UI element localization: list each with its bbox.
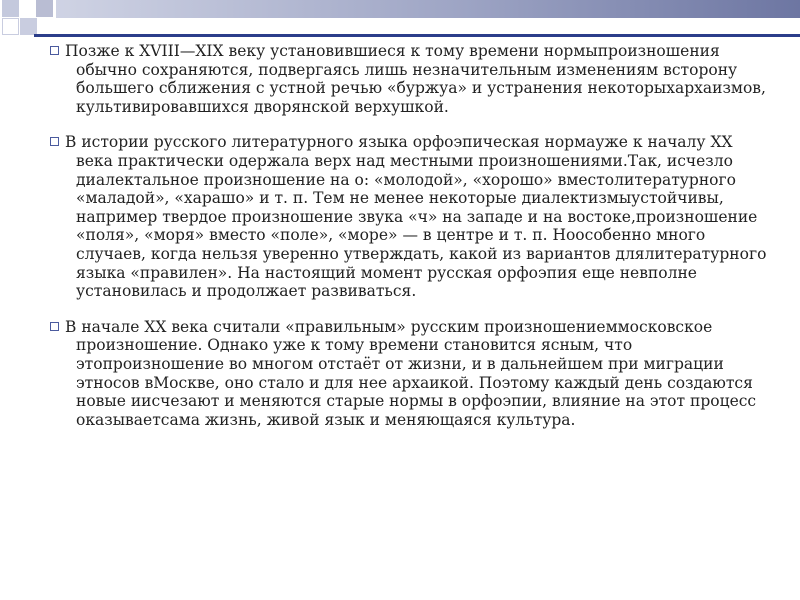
slide-body xyxy=(50,42,770,446)
decor-square xyxy=(2,0,19,17)
square-bullet-icon xyxy=(50,322,59,331)
paragraph-text: В начале XX века считали «правильным» русским произношениеммосковское произношение. Однако уже к тому времени становится ясным, что этопроизношение во многом отстаёт от жизни, и в дальнейшем при миграции этносов вМоскве, оно стало и для нее архаикой. Поэтому каждый день создаются новые иисчезают и меняются старые нормы в орфоэпии, влияние на этот процесс оказываетсама жизнь, живой язык и меняющаяся культура. xyxy=(65,317,757,429)
paragraph-text: В истории русского литературного языка орфоэпическая нормауже к началу XX века практически одержала верх над местными произношениями.Так, исчезло диалектальное произношение на о: «молодой», «хорошо» вместолитературного «маладой», «харашо» и т. п. Тем не менее некоторые диалектизмыустойчивы, например твердое произношение звука «ч» на западе и на востоке,произношение «поля», «моря» вместо «поле», «море» — в центре и т. п. Ноособенно много случаев, когда нельзя уверенно утверждать, какой из вариантов длялитературного языка «правилен». На настоящий момент русская орфоэпия еще невполне установилась и продолжает развиваться. xyxy=(65,133,767,301)
paragraph-3 xyxy=(50,318,770,430)
header-gradient-bar xyxy=(56,0,800,18)
square-bullet-icon xyxy=(50,46,59,55)
paragraph-1 xyxy=(50,42,770,116)
decor-square xyxy=(20,18,37,35)
decor-square xyxy=(36,0,53,17)
header-decoration xyxy=(0,0,60,36)
paragraph-2 xyxy=(50,133,770,300)
square-bullet-icon xyxy=(50,137,59,146)
decor-square-outline xyxy=(2,18,19,35)
header-divider-line xyxy=(34,34,800,37)
paragraph-text: Позже к XVIII—XIX веку установившиеся к тому времени нормыпроизношения обычно сохраняются, подвергаясь лишь незначительным изменениям всторону большего сближения с устной речью «буржуа» и устранения некоторыхархаизмов, культивировавшихся дворянской верхушкой. xyxy=(65,42,766,116)
